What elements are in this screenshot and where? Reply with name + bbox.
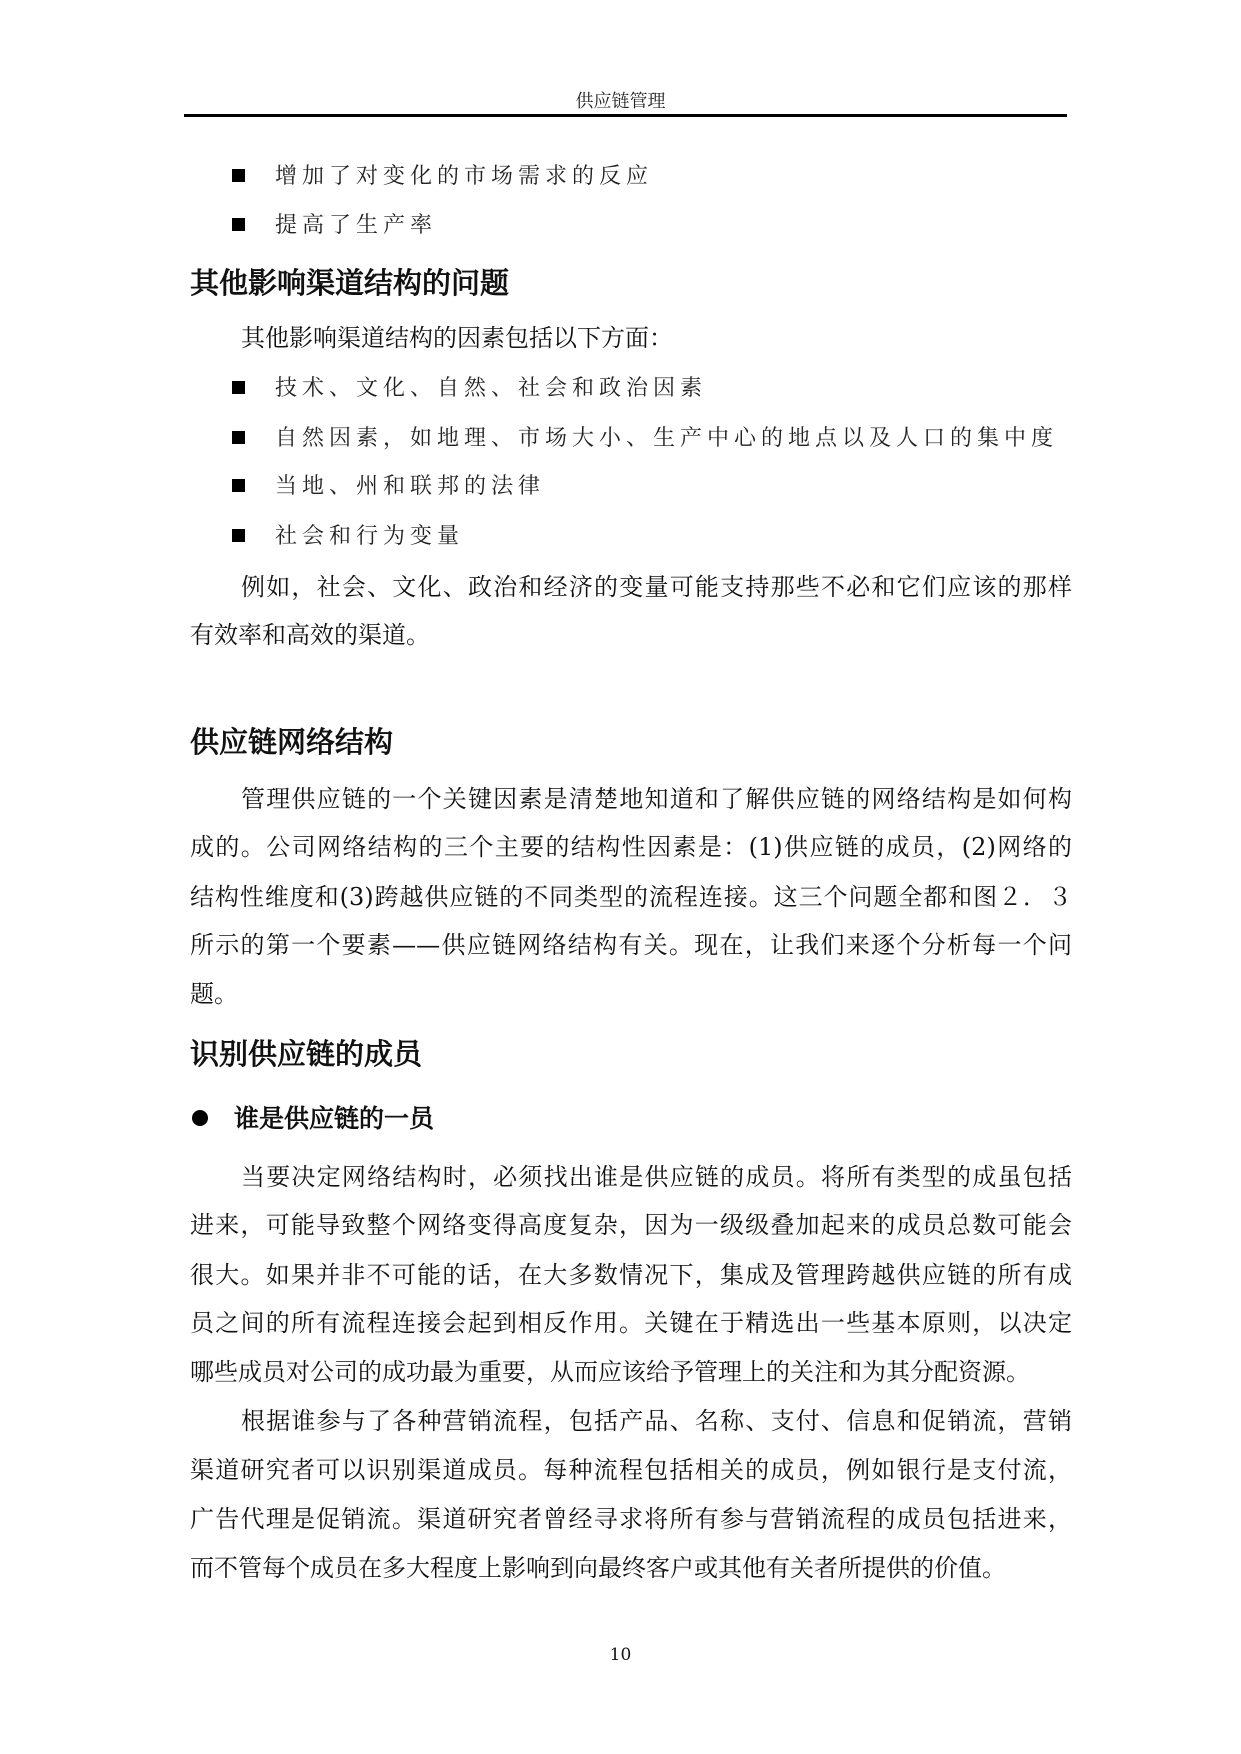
paragraph-line: 结构性维度和(3)跨越供应链的不同类型的流程连接。这三个问题全都和图２．３ [190, 883, 1072, 911]
paragraph-line: 哪些成员对公司的成功最为重要，从而应该给予管理上的关注和为其分配资源。 [190, 1358, 1030, 1386]
list-item-text: 社会和行为变量 [275, 524, 465, 549]
list-item [232, 415, 1058, 463]
list-item [232, 202, 437, 250]
running-header: 供应链管理 [575, 91, 666, 112]
paragraph-line: 广告代理是促销流。渠道研究者曾经寻求将所有参与营销流程的成员包括进来， [190, 1505, 1072, 1533]
list-item-text: 自然因素，如地理、市场大小、生产中心的地点以及人口的集中度 [275, 426, 1059, 451]
list-item-text: 当地、州和联邦的法律 [275, 474, 546, 499]
subheading-text: 谁是供应链的一员 [234, 1104, 435, 1133]
page-number: 10 [609, 1645, 632, 1665]
square-bullet-icon [232, 431, 245, 444]
paragraph-line: 成的。公司网络结构的三个主要的结构性因素是：(1)供应链的成员，(2)网络的 [190, 833, 1072, 861]
square-bullet-icon [232, 169, 245, 182]
paragraph-line: 很大。如果并非不可能的话，在大多数情况下，集成及管理跨越供应链的所有成 [190, 1261, 1072, 1289]
header-rule [184, 114, 1067, 117]
paragraph-line: 员之间的所有流程连接会起到相反作用。关键在于精选出一些基本原则，以决定 [190, 1309, 1072, 1337]
list-item [232, 513, 464, 561]
paragraph-line: 管理供应链的一个关键因素是清楚地知道和了解供应链的网络结构是如何构 [241, 785, 1072, 813]
square-bullet-icon [232, 479, 245, 492]
round-bullet-icon [192, 1110, 208, 1126]
list-item-text: 技术、文化、自然、社会和政治因素 [275, 376, 708, 401]
list-item-text: 增加了对变化的市场需求的反应 [275, 164, 654, 189]
square-bullet-icon [232, 529, 245, 542]
section-heading: 识别供应链的成员 [190, 1037, 423, 1071]
list-item-text: 提高了生产率 [275, 213, 438, 238]
square-bullet-icon [232, 218, 245, 231]
paragraph-line: 所示的第一个要素——供应链网络结构有关。现在，让我们来逐个分析每一个问 [190, 931, 1072, 959]
list-item [232, 153, 653, 201]
paragraph-line: 而不管每个成员在多大程度上影响到向最终客户或其他有关者所提供的价值。 [190, 1554, 1006, 1582]
section-heading: 其他影响渠道结构的问题 [190, 266, 510, 300]
paragraph-line: 进来，可能导致整个网络变得高度复杂，因为一级级叠加起来的成员总数可能会 [190, 1211, 1072, 1239]
paragraph-line: 有效率和高效的渠道。 [190, 621, 430, 649]
list-item [232, 463, 545, 511]
square-bullet-icon [232, 381, 245, 394]
subheading [192, 1095, 434, 1143]
paragraph-line: 题。 [190, 980, 238, 1008]
section-heading: 供应链网络结构 [190, 725, 394, 759]
paragraph-line: 其他影响渠道结构的因素包括以下方面： [241, 324, 673, 352]
list-item [232, 365, 707, 413]
paragraph-line: 渠道研究者可以识别渠道成员。每种流程包括相关的成员，例如银行是支付流， [190, 1456, 1072, 1484]
paragraph-line: 根据谁参与了各种营销流程，包括产品、名称、支付、信息和促销流，营销 [241, 1407, 1072, 1435]
paragraph-line: 例如，社会、文化、政治和经济的变量可能支持那些不必和它们应该的那样 [241, 573, 1072, 601]
paragraph-line: 当要决定网络结构时，必须找出谁是供应链的成员。将所有类型的成虽包括 [241, 1163, 1072, 1191]
